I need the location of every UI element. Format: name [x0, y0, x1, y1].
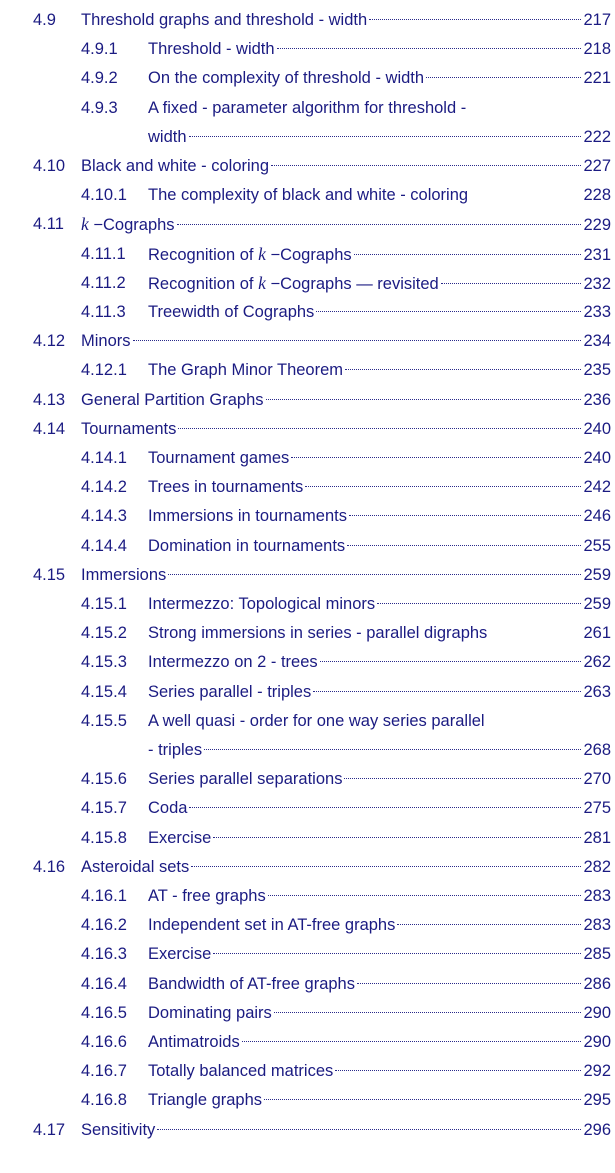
- entry-title: [148, 35, 275, 63]
- entry-title-text: Trees in tournaments: [148, 478, 304, 497]
- toc-entry[interactable]: [33, 210, 611, 238]
- entry-title-text: Bandwidth of AT-free graphs: [148, 974, 355, 993]
- entry-title-text: Immersions: [81, 565, 167, 584]
- entry-title: [148, 532, 345, 560]
- entry-title-text: Treewidth of Cographs: [148, 303, 315, 321]
- toc-entry[interactable]: [81, 590, 611, 618]
- entry-page-number: 282: [583, 857, 611, 876]
- dot-leader: [274, 1012, 582, 1013]
- entry-title-text: Series parallel separations: [148, 770, 343, 789]
- entry-page-number: 296: [583, 1120, 611, 1139]
- entry-title: [81, 327, 131, 355]
- toc-entry[interactable]: [81, 794, 611, 822]
- entry-number: 4.16.5: [81, 1003, 127, 1022]
- entry-title-prefix: Recognition of: [148, 245, 259, 264]
- dot-leader: [168, 574, 581, 575]
- entry-title: [148, 1028, 240, 1056]
- entry-title-continuation: - triples: [148, 741, 203, 759]
- dot-leader: [426, 77, 581, 78]
- dot-leader: [177, 224, 582, 225]
- dot-leader: [264, 1099, 581, 1100]
- entry-title-text: −Cographs: [88, 216, 175, 235]
- dot-leader: [441, 283, 582, 284]
- entry-title: [148, 940, 211, 968]
- entry-title: [81, 561, 166, 589]
- entry-page-number: 233: [583, 303, 611, 321]
- dot-leader: [397, 924, 581, 925]
- dot-leader: [157, 1129, 581, 1130]
- entry-page-number: 259: [583, 595, 611, 613]
- entry-title: [148, 94, 466, 122]
- toc-entry[interactable]: [81, 1028, 611, 1056]
- entry-page-number: 290: [583, 1003, 611, 1022]
- entry-title-text: Antimatroids: [148, 1033, 240, 1051]
- dot-leader: [345, 369, 581, 370]
- entry-number: 4.16.2: [81, 916, 127, 935]
- entry-page-number: 263: [583, 682, 611, 701]
- entry-title: [148, 999, 272, 1027]
- toc-entry[interactable]: [81, 999, 611, 1027]
- dot-leader: [320, 661, 582, 662]
- entry-page-number: 240: [583, 449, 611, 467]
- entry-title: [81, 386, 264, 414]
- toc-entry[interactable]: [33, 6, 611, 34]
- entry-number: 4.11.1: [81, 244, 126, 263]
- entry-number: 4.9.3: [81, 98, 118, 117]
- toc-entry[interactable]: [33, 853, 611, 881]
- entry-title: [148, 356, 343, 384]
- entry-title-text: A well quasi - order for one way series parallel: [148, 711, 485, 730]
- toc-entry[interactable]: [81, 444, 611, 472]
- toc-entry[interactable]: [81, 181, 611, 209]
- entry-number: 4.10: [33, 157, 66, 175]
- entry-title-text: Coda: [148, 799, 188, 818]
- entry-title-text: Intermezzo on 2 - trees: [148, 653, 318, 672]
- entry-number: 4.14.3: [81, 507, 127, 526]
- entry-number: 4.14: [33, 419, 66, 438]
- entry-page-number: 234: [583, 332, 611, 351]
- entry-title-math: k: [258, 272, 266, 293]
- dot-leader: [357, 983, 581, 984]
- entry-page-number: 218: [583, 40, 611, 59]
- entry-page-number: 295: [583, 1091, 611, 1110]
- toc-entry[interactable]: [81, 502, 611, 530]
- dot-leader: [377, 603, 581, 604]
- entry-title: [81, 152, 269, 180]
- entry-title-text: Triangle graphs: [148, 1091, 263, 1110]
- entry-title-text: Dominating pairs: [148, 1003, 272, 1022]
- entry-title: [148, 648, 318, 676]
- entry-number: 4.16.4: [81, 974, 127, 993]
- entry-title-continuation: width: [148, 127, 187, 146]
- toc-entry[interactable]: [81, 473, 611, 501]
- entry-title: [148, 64, 424, 92]
- entry-number: 4.16.3: [81, 945, 127, 964]
- entry-number: 4.15.7: [81, 799, 127, 818]
- entry-title: [148, 619, 487, 647]
- entry-title: [81, 415, 176, 443]
- entry-number: 4.17: [33, 1120, 66, 1139]
- entry-title-text: Strong immersions in series - parallel digraphs: [148, 624, 488, 643]
- entry-title-text: General Partition Graphs: [81, 390, 264, 409]
- toc-entry[interactable]: [33, 152, 611, 180]
- entry-page-number: 270: [583, 770, 611, 789]
- entry-number: 4.12.1: [81, 361, 127, 380]
- toc-entry-continuation[interactable]: [81, 123, 611, 151]
- toc-entry[interactable]: [81, 298, 611, 326]
- entry-page-number: 283: [583, 916, 611, 935]
- toc-entry[interactable]: [81, 911, 611, 939]
- entry-title-text: Intermezzo: Topological minors: [148, 595, 376, 613]
- entry-page-number: 246: [583, 507, 611, 526]
- toc-entry[interactable]: [81, 619, 611, 647]
- toc-entry[interactable]: [81, 269, 611, 297]
- entry-number: 4.16: [33, 857, 66, 876]
- entry-title-text: Threshold - width: [148, 40, 275, 59]
- toc-entry[interactable]: [81, 64, 611, 92]
- dot-leader: [204, 749, 581, 750]
- entry-page-number: 283: [583, 887, 611, 905]
- entry-title-text: Black and white - coloring: [81, 157, 270, 175]
- dot-leader: [313, 691, 581, 692]
- entry-number: 4.16.7: [81, 1062, 127, 1081]
- entry-title-text: −Cographs: [265, 245, 352, 264]
- toc-entry[interactable]: [81, 1057, 611, 1085]
- toc-entry[interactable]: [81, 882, 611, 910]
- dot-leader: [305, 486, 581, 487]
- toc-entry[interactable]: [81, 532, 611, 560]
- entry-number: 4.15: [33, 565, 66, 584]
- entry-page-number: 285: [583, 945, 611, 964]
- entry-title: [81, 6, 367, 34]
- entry-title-math: k: [258, 243, 266, 264]
- entry-title-text: Sensitivity: [81, 1120, 156, 1139]
- entry-title-text: A fixed - parameter algorithm for threshold -: [148, 98, 467, 117]
- entry-title: [81, 853, 189, 881]
- entry-title: [148, 590, 375, 618]
- entry-title-text: Threshold graphs and threshold - width: [81, 11, 368, 29]
- entry-number: 4.9.1: [81, 40, 118, 59]
- entry-page-number: 235: [583, 361, 611, 380]
- dot-leader: [191, 866, 581, 867]
- toc-entry[interactable]: [81, 356, 611, 384]
- toc-entry-continuation[interactable]: [81, 736, 611, 764]
- entry-title: [148, 911, 395, 939]
- dot-leader: [335, 1070, 581, 1071]
- toc-entry[interactable]: [33, 415, 611, 443]
- toc-entry[interactable]: [81, 707, 611, 735]
- entry-number: 4.16.8: [81, 1091, 127, 1110]
- entry-title: [148, 444, 289, 472]
- entry-title: [81, 1116, 155, 1144]
- toc-entry[interactable]: [81, 678, 611, 706]
- entry-title: [148, 765, 342, 793]
- entry-title: [148, 240, 352, 269]
- entry-title-text: Immersions in tournaments: [148, 507, 347, 526]
- entry-title-text: Independent set in AT-free graphs: [148, 916, 396, 935]
- dot-leader: [277, 48, 582, 49]
- entry-title: [148, 269, 439, 298]
- entry-title: [148, 882, 266, 910]
- toc-entry[interactable]: [33, 327, 611, 355]
- entry-number: 4.15.1: [81, 595, 127, 613]
- entry-title-prefix: Recognition of: [148, 274, 259, 293]
- toc-entry[interactable]: [81, 824, 611, 852]
- entry-title: [148, 707, 485, 735]
- toc-entry[interactable]: [81, 1086, 611, 1114]
- entry-title: [148, 473, 303, 501]
- entry-title-text: Asteroidal sets: [81, 857, 190, 876]
- dot-leader: [242, 1041, 582, 1042]
- entry-title: [148, 298, 314, 326]
- entry-number: 4.16.1: [81, 887, 127, 905]
- entry-number: 4.15.8: [81, 828, 127, 847]
- entry-title-text: Tournament games: [148, 449, 290, 467]
- toc-entry[interactable]: [33, 561, 611, 589]
- entry-title-text: Exercise: [148, 828, 212, 847]
- dot-leader: [349, 515, 581, 516]
- toc-entry[interactable]: [81, 240, 611, 268]
- entry-number: 4.15.6: [81, 770, 127, 789]
- entry-number: 4.9.2: [81, 69, 118, 88]
- entry-page-number: 242: [583, 478, 611, 497]
- entry-page-number: 221: [583, 69, 611, 88]
- dot-leader: [369, 19, 581, 20]
- entry-title: [148, 502, 347, 530]
- entry-number: 4.15.4: [81, 682, 127, 701]
- entry-number: 4.11.2: [81, 273, 126, 292]
- dot-leader: [213, 837, 581, 838]
- dot-leader: [178, 428, 581, 429]
- dot-leader: [189, 136, 582, 137]
- entry-page-number: 261: [583, 624, 611, 643]
- toc-entry[interactable]: [81, 94, 611, 122]
- entry-title-text: Series parallel - triples: [148, 682, 312, 701]
- dot-leader: [213, 953, 581, 954]
- entry-number: 4.16.6: [81, 1033, 127, 1051]
- entry-number: 4.12: [33, 332, 66, 351]
- entry-title-text: −Cographs — revisited: [265, 274, 439, 293]
- toc-entry[interactable]: [81, 648, 611, 676]
- entry-title: [148, 181, 468, 209]
- entry-page-number: 240: [583, 419, 611, 438]
- dot-leader: [344, 778, 581, 779]
- dot-leader: [189, 807, 581, 808]
- entry-title: [81, 210, 175, 239]
- entry-page-number: 275: [583, 799, 611, 818]
- dot-leader: [271, 165, 581, 166]
- entry-title-text: AT - free graphs: [148, 887, 266, 905]
- entry-title: [148, 1086, 262, 1114]
- dot-leader: [133, 340, 582, 341]
- entry-number: 4.14.1: [81, 449, 127, 467]
- entry-page-number: 262: [583, 653, 611, 672]
- toc-entry[interactable]: [81, 35, 611, 63]
- dot-leader: [291, 457, 581, 458]
- toc-entry[interactable]: [33, 386, 611, 414]
- entry-number: 4.14.2: [81, 478, 127, 497]
- entry-title-math: k: [81, 214, 89, 235]
- entry-page-number: 286: [583, 974, 611, 993]
- entry-page-number: 229: [583, 216, 611, 235]
- entry-page-number: 268: [583, 741, 611, 759]
- entry-title-text: The Graph Minor Theorem: [148, 361, 344, 380]
- entry-title: [148, 824, 211, 852]
- entry-number: 4.11.3: [81, 303, 126, 321]
- entry-page-number: 222: [583, 127, 611, 146]
- entry-title-text: Tournaments: [81, 419, 177, 438]
- entry-page-number: 232: [583, 274, 611, 293]
- entry-number: 4.13: [33, 390, 66, 409]
- entry-page-number: 259: [583, 565, 611, 584]
- entry-page-number: 292: [583, 1062, 611, 1081]
- toc-entry[interactable]: [81, 765, 611, 793]
- entry-number: 4.11: [33, 215, 64, 234]
- entry-page-number: 236: [583, 390, 611, 409]
- entry-page-number: 281: [583, 828, 611, 847]
- entry-title-text: The complexity of black and white - coloring: [148, 186, 469, 205]
- entry-page-number: 217: [583, 11, 611, 29]
- entry-page-number: 231: [583, 245, 611, 264]
- entry-title-text: Domination in tournaments: [148, 536, 346, 555]
- entry-number: 4.15.3: [81, 653, 127, 672]
- entry-title: [148, 970, 355, 998]
- dot-leader: [354, 254, 582, 255]
- dot-leader: [268, 895, 582, 896]
- dot-leader: [266, 399, 582, 400]
- dot-leader: [347, 545, 581, 546]
- entry-title-text: On the complexity of threshold - width: [148, 69, 425, 88]
- dot-leader: [316, 311, 581, 312]
- entry-number: 4.14.4: [81, 536, 127, 555]
- entry-page-number: 227: [583, 157, 611, 175]
- entry-page-number: 290: [583, 1033, 611, 1051]
- entry-title: [148, 1057, 333, 1085]
- toc-entry[interactable]: [81, 940, 611, 968]
- entry-number: 4.15.5: [81, 711, 127, 730]
- entry-title: [148, 794, 187, 822]
- entry-page-number: 228: [583, 186, 611, 205]
- entry-title-text: Totally balanced matrices: [148, 1062, 334, 1081]
- entry-number: 4.10.1: [81, 186, 127, 205]
- entry-title-text: Exercise: [148, 945, 212, 964]
- entry-title: [148, 678, 311, 706]
- entry-title-text: Minors: [81, 332, 131, 351]
- toc-entry[interactable]: [33, 1116, 611, 1144]
- toc-entry[interactable]: [81, 970, 611, 998]
- entry-number: 4.15.2: [81, 624, 127, 643]
- entry-number: 4.9: [33, 11, 56, 29]
- entry-page-number: 255: [583, 536, 611, 555]
